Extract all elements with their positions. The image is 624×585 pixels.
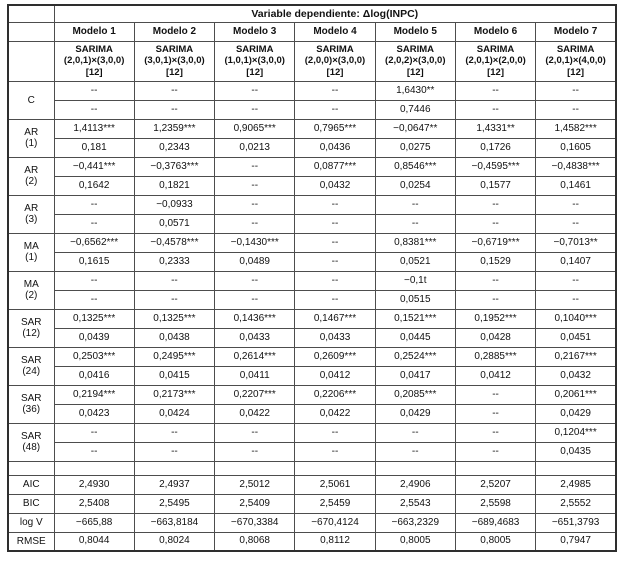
coef-cell-3-4: 0,0877***: [295, 157, 375, 176]
se-cell-5-3: 0,0489: [215, 252, 295, 271]
text-line: SARIMA: [155, 43, 194, 55]
model-spec-7: [536, 41, 616, 81]
param-se-row-1: [8, 100, 616, 119]
model-spec-2: [134, 41, 214, 81]
separator-cell-1: [8, 461, 54, 475]
stat-cell-2-1: 2,5408: [54, 494, 134, 513]
coef-cell-2-6: 1,4331**: [455, 119, 535, 138]
text-line: MA: [23, 241, 39, 252]
param-coef-row-2: [8, 119, 616, 138]
se-cell-5-2: 0,2333: [134, 252, 214, 271]
coef-cell-3-1: −0,441***: [54, 157, 134, 176]
coef-cell-8-1: 0,2503***: [54, 347, 134, 366]
se-cell-8-3: 0,0411: [215, 366, 295, 385]
coef-cell-9-4: 0,2206***: [295, 385, 375, 404]
param-se-row-2: [8, 138, 616, 157]
se-cell-9-2: 0,0424: [134, 404, 214, 423]
stat-cell-2-2: 2,5495: [134, 494, 214, 513]
text-line: (3): [25, 214, 38, 225]
coef-cell-10-2: --: [134, 423, 214, 442]
se-cell-8-6: 0,0412: [455, 366, 535, 385]
text-line: (36): [22, 404, 41, 415]
text-line: SARIMA: [476, 43, 515, 55]
param-coef-row-7: [8, 309, 616, 328]
coef-cell-7-3: 0,1436***: [215, 309, 295, 328]
stat-cell-3-2: −663,8184: [134, 513, 214, 532]
coef-cell-5-2: −0,4578***: [134, 233, 214, 252]
stat-cell-2-3: 2,5409: [215, 494, 295, 513]
coef-cell-5-4: --: [295, 233, 375, 252]
text-line: (48): [22, 442, 41, 453]
se-cell-7-2: 0,0438: [134, 328, 214, 347]
stat-cell-2-7: 2,5552: [536, 494, 616, 513]
model-header-5: Modelo 5: [375, 22, 455, 41]
coef-cell-7-4: 0,1467***: [295, 309, 375, 328]
stat-cell-1-7: 2,4985: [536, 475, 616, 494]
coef-cell-9-5: 0,2085***: [375, 385, 455, 404]
coef-cell-10-1: --: [54, 423, 134, 442]
param-label-10: [8, 423, 54, 461]
coef-cell-4-1: --: [54, 195, 134, 214]
se-cell-10-5: --: [375, 442, 455, 461]
se-cell-8-1: 0,0416: [54, 366, 134, 385]
param-se-row-6: [8, 290, 616, 309]
param-coef-row-1: [8, 81, 616, 100]
coef-cell-9-7: 0,2061***: [536, 385, 616, 404]
se-cell-3-1: 0,1642: [54, 176, 134, 195]
se-cell-6-4: --: [295, 290, 375, 309]
text-line: [12]: [326, 66, 344, 78]
coef-cell-7-6: 0,1952***: [455, 309, 535, 328]
text-line: SARIMA: [316, 43, 354, 55]
coef-cell-6-6: --: [455, 271, 535, 290]
coef-cell-5-3: −0,1430***: [215, 233, 295, 252]
table-header: [8, 5, 616, 81]
coef-cell-9-6: --: [455, 385, 535, 404]
separator-cell-5: [295, 461, 375, 475]
text-line: (1,0,1)×(3,0,0): [224, 55, 285, 67]
stat-cell-4-5: 0,8005: [375, 532, 455, 551]
param-se-row-8: [8, 366, 616, 385]
text-line: SAR: [20, 431, 42, 442]
coef-cell-8-3: 0,2614***: [215, 347, 295, 366]
param-label-9: [8, 385, 54, 423]
text-line: C: [27, 94, 35, 106]
coef-cell-9-2: 0,2173***: [134, 385, 214, 404]
stat-label-2: BIC: [8, 494, 54, 513]
stat-cell-4-3: 0,8068: [215, 532, 295, 551]
se-cell-1-2: --: [134, 100, 214, 119]
stat-cell-3-1: −665,88: [54, 513, 134, 532]
se-cell-3-2: 0,1821: [134, 176, 214, 195]
stat-cell-3-7: −651,3793: [536, 513, 616, 532]
stat-cell-2-5: 2,5543: [375, 494, 455, 513]
corner-cell-top: [8, 5, 54, 22]
coef-cell-7-1: 0,1325***: [54, 309, 134, 328]
stat-cell-1-5: 2,4906: [375, 475, 455, 494]
param-coef-row-5: [8, 233, 616, 252]
se-cell-6-3: --: [215, 290, 295, 309]
se-cell-6-5: 0,0515: [375, 290, 455, 309]
separator-cell-2: [54, 461, 134, 475]
text-line: (2,0,1)×(2,0,0): [465, 55, 526, 67]
se-cell-9-1: 0,0423: [54, 404, 134, 423]
param-se-row-9: [8, 404, 616, 423]
model-header-6: Modelo 6: [455, 22, 535, 41]
se-cell-3-7: 0,1461: [536, 176, 616, 195]
text-line: (1): [25, 138, 38, 149]
se-cell-10-1: --: [54, 442, 134, 461]
coef-cell-10-3: --: [215, 423, 295, 442]
model-spec-6: [455, 41, 535, 81]
se-cell-8-2: 0,0415: [134, 366, 214, 385]
coef-cell-8-7: 0,2167***: [536, 347, 616, 366]
sarima-results-table: [7, 4, 617, 552]
model-spec-3: [215, 41, 295, 81]
se-cell-3-6: 0,1577: [455, 176, 535, 195]
stat-cell-2-4: 2,5459: [295, 494, 375, 513]
coef-cell-7-2: 0,1325***: [134, 309, 214, 328]
coef-cell-9-1: 0,2194***: [54, 385, 134, 404]
param-label-2: [8, 119, 54, 157]
stat-cell-3-4: −670,4124: [295, 513, 375, 532]
text-line: (2): [25, 290, 38, 301]
se-cell-6-2: --: [134, 290, 214, 309]
coef-cell-6-3: --: [215, 271, 295, 290]
separator-cell-3: [134, 461, 214, 475]
header-row-specs: [8, 41, 616, 81]
coef-cell-5-7: −0,7013**: [536, 233, 616, 252]
se-cell-7-5: 0,0445: [375, 328, 455, 347]
se-cell-4-7: --: [536, 214, 616, 233]
coef-cell-9-3: 0,2207***: [215, 385, 295, 404]
coef-cell-2-5: −0,0647**: [375, 119, 455, 138]
coef-cell-6-1: --: [54, 271, 134, 290]
coef-cell-3-6: −0,4595***: [455, 157, 535, 176]
stat-cell-4-6: 0,8005: [455, 532, 535, 551]
se-cell-5-6: 0,1529: [455, 252, 535, 271]
text-line: (2,0,2)×(3,0,0): [385, 55, 446, 67]
se-cell-10-4: --: [295, 442, 375, 461]
stat-cell-3-3: −670,3384: [215, 513, 295, 532]
param-coef-row-9: [8, 385, 616, 404]
model-header-4: Modelo 4: [295, 22, 375, 41]
coef-cell-5-5: 0,8381***: [375, 233, 455, 252]
se-cell-10-3: --: [215, 442, 295, 461]
se-cell-1-6: --: [455, 100, 535, 119]
param-label-8: [8, 347, 54, 385]
param-se-row-3: [8, 176, 616, 195]
text-line: (2,0,1)×(3,0,0): [63, 55, 125, 67]
text-line: [12]: [165, 66, 183, 78]
se-cell-2-7: 0,1605: [536, 138, 616, 157]
se-cell-2-6: 0,1726: [455, 138, 535, 157]
text-line: (24): [22, 366, 41, 377]
model-spec-1: [54, 41, 134, 81]
coef-cell-4-6: --: [455, 195, 535, 214]
coef-cell-1-5: 1,6430**: [375, 81, 455, 100]
se-cell-3-4: 0,0432: [295, 176, 375, 195]
param-label-3: [8, 157, 54, 195]
text-line: [12]: [487, 66, 504, 78]
coef-cell-6-5: −0,1t: [375, 271, 455, 290]
param-se-row-5: [8, 252, 616, 271]
text-line: SARIMA: [556, 43, 595, 55]
text-line: (2,0,1)×(4,0,0): [545, 55, 606, 67]
se-cell-8-4: 0,0412: [295, 366, 375, 385]
se-cell-6-7: --: [536, 290, 616, 309]
model-header-7: Modelo 7: [536, 22, 616, 41]
model-header-1: Modelo 1: [54, 22, 134, 41]
stat-row-3: [8, 513, 616, 532]
coef-cell-7-5: 0,1521***: [375, 309, 455, 328]
se-cell-4-5: --: [375, 214, 455, 233]
coef-cell-4-2: −0,0933: [134, 195, 214, 214]
coef-cell-10-4: --: [295, 423, 375, 442]
separator-cell-6: [375, 461, 455, 475]
param-coef-row-6: [8, 271, 616, 290]
stat-cell-4-2: 0,8024: [134, 532, 214, 551]
se-cell-2-4: 0,0436: [295, 138, 375, 157]
se-cell-9-4: 0,0422: [295, 404, 375, 423]
se-cell-10-7: 0,0435: [536, 442, 616, 461]
stat-label-1: AIC: [8, 475, 54, 494]
text-line: [12]: [85, 66, 103, 78]
coef-cell-3-3: --: [215, 157, 295, 176]
coef-cell-8-2: 0,2495***: [134, 347, 214, 366]
param-label-4: [8, 195, 54, 233]
separator-row: [8, 461, 616, 475]
se-cell-9-7: 0,0429: [536, 404, 616, 423]
text-line: [12]: [246, 66, 264, 78]
model-spec-4: [295, 41, 375, 81]
se-cell-2-2: 0,2343: [134, 138, 214, 157]
se-cell-1-7: --: [536, 100, 616, 119]
se-cell-1-4: --: [295, 100, 375, 119]
coef-cell-5-6: −0,6719***: [455, 233, 535, 252]
coef-cell-4-7: --: [536, 195, 616, 214]
se-cell-5-7: 0,1407: [536, 252, 616, 271]
se-cell-3-3: --: [215, 176, 295, 195]
text-line: MA: [23, 279, 39, 290]
coef-cell-1-3: --: [215, 81, 295, 100]
se-cell-5-5: 0,0521: [375, 252, 455, 271]
coef-cell-8-6: 0,2885***: [455, 347, 535, 366]
se-cell-4-6: --: [455, 214, 535, 233]
param-coef-row-8: [8, 347, 616, 366]
param-coef-row-4: [8, 195, 616, 214]
coef-cell-1-7: --: [536, 81, 616, 100]
se-cell-9-5: 0,0429: [375, 404, 455, 423]
se-cell-10-2: --: [134, 442, 214, 461]
coef-cell-1-6: --: [455, 81, 535, 100]
se-cell-5-1: 0,1615: [54, 252, 134, 271]
coef-cell-1-4: --: [295, 81, 375, 100]
stat-row-1: [8, 475, 616, 494]
stat-cell-4-7: 0,7947: [536, 532, 616, 551]
corner-cell-middle: [8, 22, 54, 41]
coef-cell-3-5: 0,8546***: [375, 157, 455, 176]
coef-cell-6-7: --: [536, 271, 616, 290]
text-line: SAR: [20, 355, 42, 366]
param-se-row-7: [8, 328, 616, 347]
se-cell-1-1: --: [54, 100, 134, 119]
param-label-6: [8, 271, 54, 309]
param-coef-row-10: [8, 423, 616, 442]
text-line: SARIMA: [235, 43, 274, 55]
coef-cell-2-1: 1,4113***: [54, 119, 134, 138]
se-cell-1-5: 0,7446: [375, 100, 455, 119]
coef-cell-2-3: 0,9065***: [215, 119, 295, 138]
se-cell-7-3: 0,0433: [215, 328, 295, 347]
stat-label-3: log V: [8, 513, 54, 532]
text-line: SAR: [20, 317, 42, 328]
text-line: (2,0,0)×(3,0,0): [304, 55, 366, 67]
text-line: AR: [24, 127, 39, 138]
stat-cell-4-1: 0,8044: [54, 532, 134, 551]
se-cell-7-4: 0,0433: [295, 328, 375, 347]
coef-cell-6-2: --: [134, 271, 214, 290]
text-line: (12): [22, 328, 41, 339]
param-label-1: [8, 81, 54, 119]
text-line: (2): [25, 176, 38, 187]
corner-cell-bottom: [8, 41, 54, 81]
coef-cell-3-7: −0,4838***: [536, 157, 616, 176]
coef-cell-2-4: 0,7965***: [295, 119, 375, 138]
se-cell-4-1: --: [54, 214, 134, 233]
coef-cell-1-2: --: [134, 81, 214, 100]
coef-cell-4-5: --: [375, 195, 455, 214]
coef-cell-10-5: --: [375, 423, 455, 442]
se-cell-7-7: 0,0451: [536, 328, 616, 347]
stat-cell-1-2: 2,4937: [134, 475, 214, 494]
table-body: [8, 81, 616, 551]
coef-cell-10-7: 0,1204***: [536, 423, 616, 442]
model-header-3: Modelo 3: [215, 22, 295, 41]
text-line: SAR: [20, 393, 42, 404]
stat-cell-3-6: −689,4683: [455, 513, 535, 532]
stat-cell-4-4: 0,8112: [295, 532, 375, 551]
se-cell-6-1: --: [54, 290, 134, 309]
se-cell-4-2: 0,0571: [134, 214, 214, 233]
se-cell-5-4: --: [295, 252, 375, 271]
param-label-5: [8, 233, 54, 271]
se-cell-4-4: --: [295, 214, 375, 233]
param-se-row-4: [8, 214, 616, 233]
model-spec-5: [375, 41, 455, 81]
se-cell-8-7: 0,0432: [536, 366, 616, 385]
stat-cell-3-5: −663,2329: [375, 513, 455, 532]
se-cell-7-1: 0,0439: [54, 328, 134, 347]
se-cell-4-3: --: [215, 214, 295, 233]
coef-cell-8-4: 0,2609***: [295, 347, 375, 366]
param-se-row-10: [8, 442, 616, 461]
stat-cell-1-3: 2,5012: [215, 475, 295, 494]
coef-cell-7-7: 0,1040***: [536, 309, 616, 328]
text-line: (1): [25, 252, 38, 263]
se-cell-2-1: 0,181: [54, 138, 134, 157]
model-header-2: Modelo 2: [134, 22, 214, 41]
coef-cell-4-4: --: [295, 195, 375, 214]
text-line: AR: [24, 203, 39, 214]
stat-cell-2-6: 2,5598: [455, 494, 535, 513]
param-coef-row-3: [8, 157, 616, 176]
coef-cell-6-4: --: [295, 271, 375, 290]
stat-row-4: [8, 532, 616, 551]
param-label-7: [8, 309, 54, 347]
text-line: [12]: [406, 66, 424, 78]
separator-cell-8: [536, 461, 616, 475]
header-row-models: [8, 22, 616, 41]
stat-row-2: [8, 494, 616, 513]
text-line: (3,0,1)×(3,0,0): [144, 55, 205, 67]
coef-cell-2-2: 1,2359***: [134, 119, 214, 138]
coef-cell-4-3: --: [215, 195, 295, 214]
dependent-variable-title: Variable dependiente: Δlog(INPC): [54, 5, 616, 22]
se-cell-2-5: 0,0275: [375, 138, 455, 157]
se-cell-9-3: 0,0422: [215, 404, 295, 423]
stat-cell-1-1: 2,4930: [54, 475, 134, 494]
coef-cell-10-6: --: [455, 423, 535, 442]
se-cell-3-5: 0,0254: [375, 176, 455, 195]
coef-cell-1-1: --: [54, 81, 134, 100]
stat-cell-1-6: 2,5207: [455, 475, 535, 494]
text-line: [12]: [567, 66, 585, 78]
coef-cell-3-2: −0,3763***: [134, 157, 214, 176]
coef-cell-8-5: 0,2524***: [375, 347, 455, 366]
coef-cell-5-1: −0,6562***: [54, 233, 134, 252]
separator-cell-7: [455, 461, 535, 475]
header-row-title: [8, 5, 616, 22]
se-cell-2-3: 0,0213: [215, 138, 295, 157]
coef-cell-2-7: 1,4582***: [536, 119, 616, 138]
se-cell-7-6: 0,0428: [455, 328, 535, 347]
stat-cell-1-4: 2,5061: [295, 475, 375, 494]
text-line: SARIMA: [396, 43, 434, 55]
text-line: AR: [24, 165, 39, 176]
se-cell-9-6: --: [455, 404, 535, 423]
text-line: SARIMA: [75, 43, 113, 55]
se-cell-1-3: --: [215, 100, 295, 119]
se-cell-6-6: --: [455, 290, 535, 309]
separator-cell-4: [215, 461, 295, 475]
se-cell-8-5: 0,0417: [375, 366, 455, 385]
se-cell-10-6: --: [455, 442, 535, 461]
stat-label-4: RMSE: [8, 532, 54, 551]
